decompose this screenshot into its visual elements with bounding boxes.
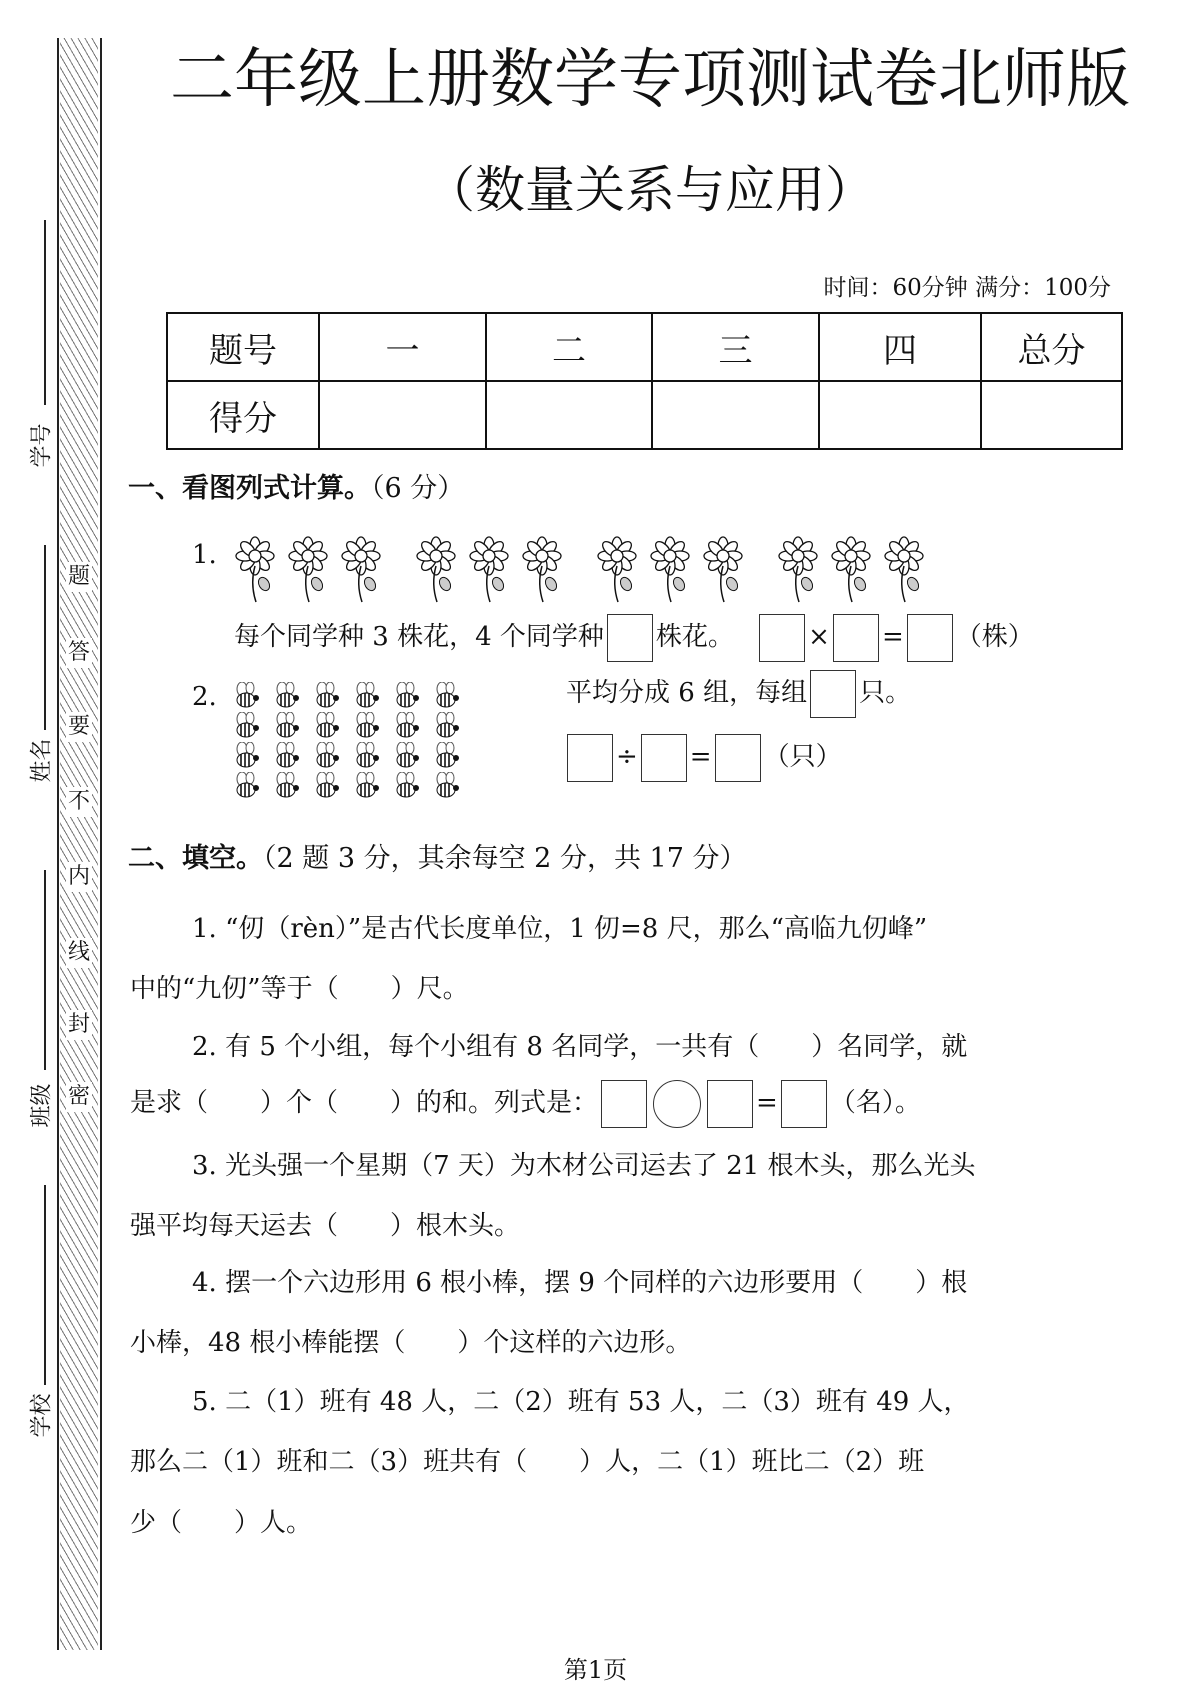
bee-icon (272, 682, 302, 716)
q2-equation (564, 734, 842, 782)
fill-line: 强平均每天运去（ ）根木头。 (130, 1211, 521, 1241)
bee-icon (392, 742, 422, 776)
section2-points: （2 题 3 分，其余每空 2 分，共 17 分） (263, 843, 747, 874)
seal-char: 内 (66, 862, 92, 892)
flower-icon (413, 536, 459, 608)
school-label: 学校 (29, 1393, 55, 1438)
q1-number: 1. (192, 540, 217, 570)
flower-icon (647, 536, 693, 608)
fill-line: 少（ ）人。 (130, 1508, 313, 1538)
seal-char: 封 (66, 1010, 92, 1040)
bee-icon (232, 742, 262, 776)
score-cell[interactable] (486, 381, 652, 449)
bee-icon (392, 712, 422, 746)
bee-icon (432, 712, 462, 746)
answer-box[interactable] (567, 734, 613, 782)
page-subtitle: （数量关系与应用） (425, 161, 875, 219)
class-underline (44, 870, 46, 1070)
equals-sign: = (756, 1088, 778, 1118)
margin-line-inner (100, 38, 102, 1650)
bee-icon (432, 742, 462, 776)
unit-label: （只） (763, 742, 842, 772)
q2-number: 2. (192, 682, 217, 712)
name-label: 姓名 (29, 738, 55, 783)
flower-icon (285, 536, 331, 608)
flower-icon (775, 536, 821, 608)
fill-line: 那么二（1）班和二（3）班共有（ ）人，二（1）班比二（2）班 (130, 1447, 925, 1477)
bee-icon (352, 682, 382, 716)
score-cell[interactable] (981, 381, 1122, 449)
page-number: 第1页 (563, 1656, 628, 1684)
answer-box[interactable] (715, 734, 761, 782)
equals-sign: = (881, 622, 904, 652)
section1-points: （6 分） (371, 473, 465, 504)
flower-icon (594, 536, 640, 608)
q2-text-a: 平均分成 6 组，每组 (566, 678, 808, 708)
bee-icon (432, 772, 462, 806)
answer-box[interactable] (707, 1080, 753, 1128)
seal-char: 密 (66, 1082, 92, 1112)
margin-hatch (60, 38, 98, 1650)
bee-icon (392, 682, 422, 716)
bee-icon (352, 742, 382, 776)
score-cell[interactable] (319, 381, 486, 449)
bee-icon (432, 682, 462, 716)
score-table (166, 312, 1123, 450)
flower-icon (700, 536, 746, 608)
answer-box[interactable] (641, 734, 687, 782)
bee-icon (312, 712, 342, 746)
header-cell: 四 (819, 313, 981, 381)
seal-char: 答 (66, 638, 92, 668)
q2-text (566, 670, 911, 718)
answer-box[interactable] (833, 614, 879, 662)
fill-line: 2. 有 5 个小组，每个小组有 8 名同学，一共有（ ）名同学，就 (192, 1032, 968, 1062)
unit-label: （名）。 (829, 1088, 921, 1118)
fill-line: 小棒，48 根小棒能摆（ ）个这样的六边形。 (130, 1328, 692, 1358)
answer-box[interactable] (607, 614, 653, 662)
answer-box[interactable] (781, 1080, 827, 1128)
exam-meta: 时间：60分钟 满分：100分 (823, 275, 1111, 301)
header-cell: 总分 (981, 313, 1122, 381)
section2-heading (128, 836, 746, 875)
score-table-score-row (167, 381, 1122, 449)
q2-text-b: 只。 (859, 678, 912, 708)
bee-icon (312, 742, 342, 776)
answer-box[interactable] (907, 614, 953, 662)
section1-heading (128, 466, 464, 505)
unit-label: （株） (955, 622, 1034, 652)
times-sign: × (808, 622, 830, 652)
fill-line (130, 1080, 921, 1128)
name-underline (44, 545, 46, 730)
student-id-label: 学号 (29, 423, 55, 468)
answer-box[interactable] (810, 670, 856, 718)
class-label: 班级 (29, 1083, 55, 1128)
flower-icon (466, 536, 512, 608)
section1-title: 一、看图列式计算。 (128, 473, 371, 504)
header-cell: 二 (486, 313, 652, 381)
q1-text-a: 每个同学种 3 株花，4 个同学种 (234, 622, 604, 652)
student-id-underline (44, 220, 46, 405)
divide-sign: ÷ (616, 742, 638, 772)
equals-sign: = (689, 742, 712, 772)
header-cell: 三 (652, 313, 819, 381)
bee-icon (232, 772, 262, 806)
flower-icon (881, 536, 927, 608)
flower-icon (519, 536, 565, 608)
header-cell: 题号 (167, 313, 319, 381)
seal-char: 要 (66, 712, 92, 742)
row-label: 得分 (167, 381, 319, 449)
operator-circle[interactable] (653, 1080, 701, 1128)
bee-icon (352, 772, 382, 806)
header-cell: 一 (319, 313, 486, 381)
answer-box[interactable] (601, 1080, 647, 1128)
bee-icon (232, 712, 262, 746)
answer-box[interactable] (759, 614, 805, 662)
fill-line: 5. 二（1）班有 48 人，二（2）班有 53 人，二（3）班有 49 人， (192, 1387, 970, 1417)
bee-icon (312, 772, 342, 806)
q2-line2-text: 是求（ ）个（ ）的和。列式是： (130, 1088, 599, 1118)
bee-icon (272, 742, 302, 776)
q1-text-b: 株花。 (655, 622, 734, 652)
fill-line: 1. “仞（rèn）”是古代长度单位，1 仞=8 尺，那么“高临九仞峰” (192, 914, 928, 944)
page-title: 二年级上册数学专项测试卷北师版 (170, 43, 1130, 117)
flower-icon (232, 536, 278, 608)
bee-icon (352, 712, 382, 746)
score-cell[interactable] (652, 381, 819, 449)
score-cell[interactable] (819, 381, 981, 449)
fill-line: 4. 摆一个六边形用 6 根小棒，摆 9 个同样的六边形要用（ ）根 (192, 1268, 968, 1298)
fill-line: 中的“九仞”等于（ ）尺。 (130, 974, 469, 1004)
margin-line-outer (57, 38, 59, 1650)
bee-icon (272, 712, 302, 746)
seal-char: 题 (66, 562, 92, 592)
seal-char: 线 (66, 938, 92, 968)
bee-icon (272, 772, 302, 806)
bee-icon (232, 682, 262, 716)
seal-char: 不 (66, 787, 92, 817)
fill-line: 3. 光头强一个星期（7 天）为木材公司运去了 21 根木头，那么光头 (192, 1151, 976, 1181)
school-underline (44, 1185, 46, 1385)
flower-icon (338, 536, 384, 608)
score-table-header-row (167, 313, 1122, 381)
bee-icon (392, 772, 422, 806)
flower-icon (828, 536, 874, 608)
q1-text (234, 614, 1034, 662)
bee-icon (312, 682, 342, 716)
section2-title: 二、填空。 (128, 843, 263, 874)
